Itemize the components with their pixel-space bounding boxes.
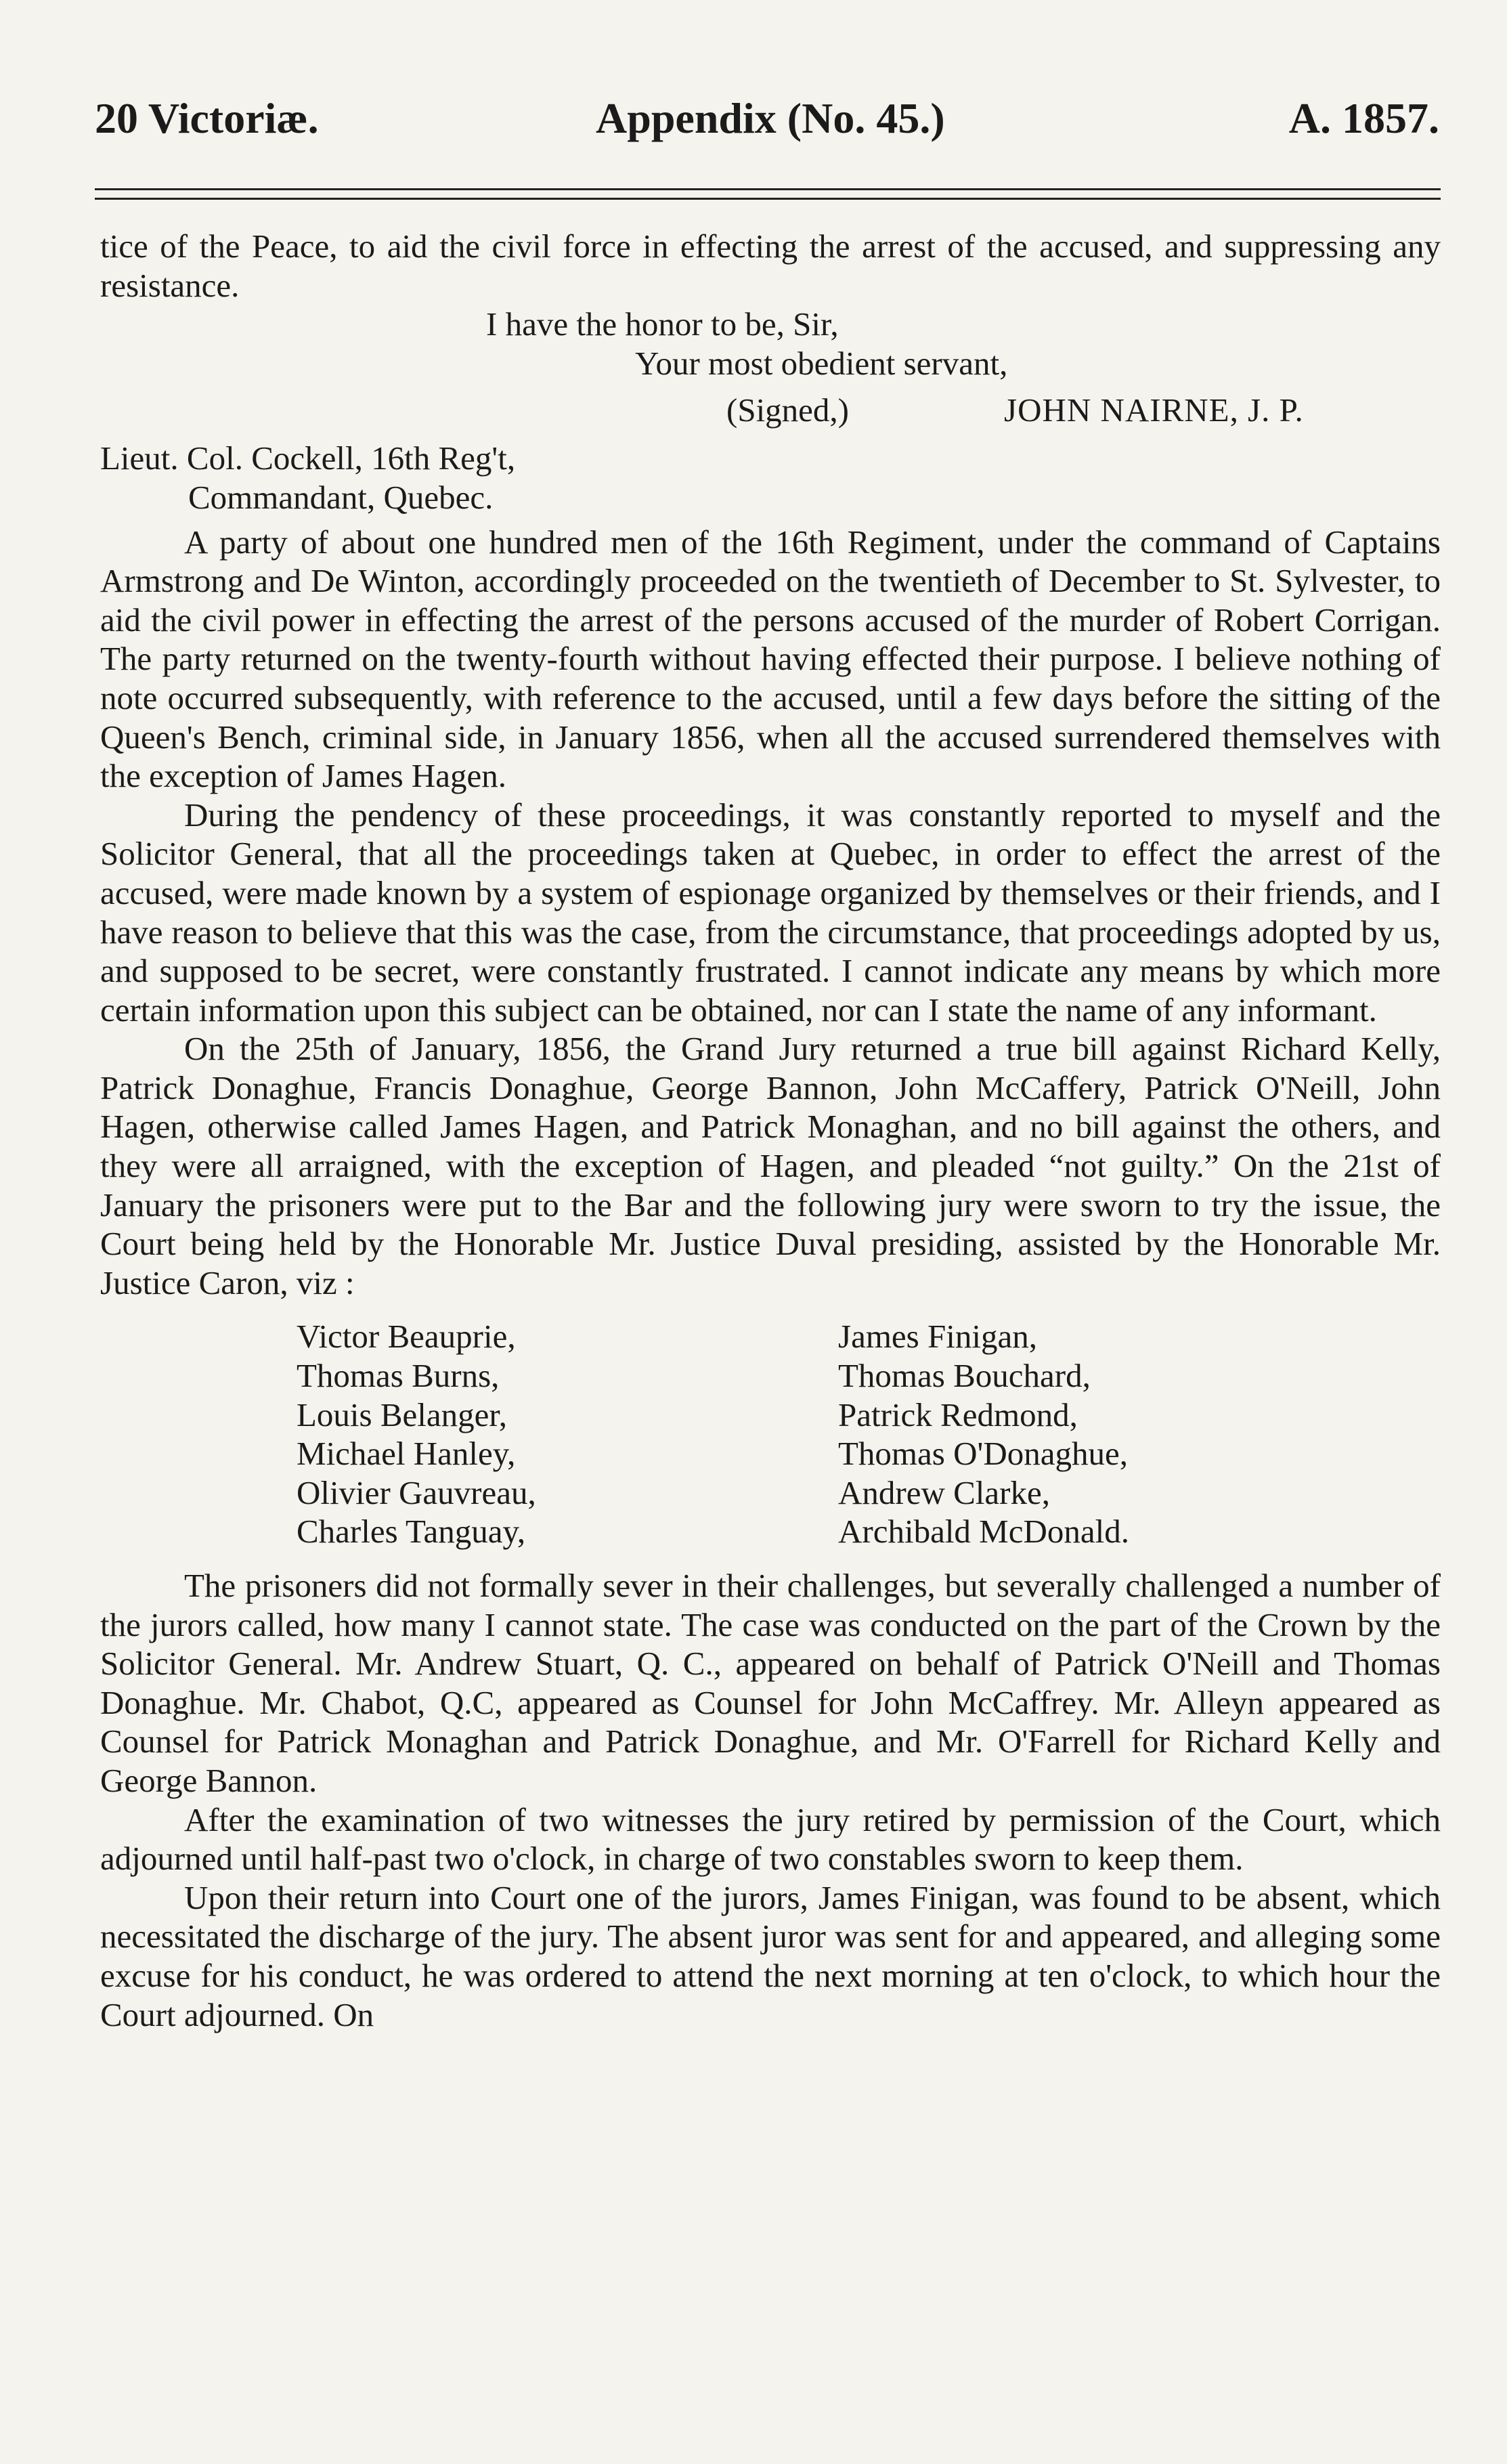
header-year: A. 1857.: [1288, 94, 1439, 142]
juror-column-left: [297, 1317, 838, 1551]
closing-servant: Your most obedient servant,: [635, 344, 1008, 382]
juror-name: Thomas Bouchard,: [838, 1357, 1091, 1395]
juror-name: Charles Tanguay,: [297, 1513, 526, 1551]
addressee-title: Commandant, Quebec.: [188, 478, 494, 516]
paragraph: On the 25th of January, 1856, the Grand Jury returned a true bill against Richard Kelly, Patrick Donaghue, Francis Donaghue, George Bannon, John McCaffery, Patrick O'Neill, John Hagen, otherwise called James Hagen, and Patrick Monaghan, and no bill against the others, and they were all arraigned, with the exception of Hagen, and pleaded “not guilty.” On the 21st of January the prisoners were put to the Bar and the following jury were sworn to try the issue, the Court being held by the Honorable Mr. Justice Duval presiding, assisted by the Honorable Mr. Justice Caron, viz :: [100, 1030, 1441, 1301]
paragraph: A party of about one hundred men of the 16th Regiment, under the command of Captains Armstrong and De Winton, accordingly proceeded on the twentieth of December to St. Sylvester, to aid the civil power in effecting the arrest of the persons accused of the murder of Robert Corrigan. The party returned on the twenty-fourth without having effected their purpose. I believe nothing of note occurred subsequently, with reference to the accused, until a few days before the sitting of the Queen's Bench, criminal side, in January 1856, when all the accused surrendered themselves with the exception of James Hagen.: [100, 523, 1441, 795]
juror-name: Louis Belanger,: [297, 1396, 508, 1433]
paragraph-continued: tice of the Peace, to aid the civil force in effecting the arrest of the accused, and suppressing any resistance.: [100, 228, 1441, 304]
page-header: [95, 93, 1439, 154]
letter-closing: [100, 305, 1441, 433]
juror-name: James Finigan,: [838, 1318, 1037, 1356]
paragraph: During the pendency of these proceedings, it was constantly reported to myself and the Solicitor General, that all the proceedings taken at Quebec, in order to effect the arrest of the accused, were made known by a system of espionage organized by themselves or their friends, and I have reason to believe that this was the case, from the circumstance, that proceedings adopted by us, and supposed to be secret, were constantly frustrated. I cannot indicate any means by which more certain information upon this subject can be obtained, nor can I state the name of any informant.: [100, 796, 1441, 1029]
juror-column-right: [838, 1317, 1129, 1551]
header-session: 20 Victoriæ.: [95, 94, 319, 142]
addressee-name: Lieut. Col. Cockell, 16th Reg't,: [100, 439, 516, 477]
juror-name: Victor Beauprie,: [297, 1318, 516, 1356]
closing-salutation: I have the honor to be, Sir,: [486, 305, 839, 343]
juror-list: [100, 1317, 1441, 1551]
juror-name: Thomas Burns,: [297, 1357, 500, 1395]
paragraph: Upon their return into Court one of the jurors, James Finigan, was found to be absent, which necessitated the discharge of the jury. The absent juror was sent for and appeared, and alleging some excuse for his conduct, he was ordered to attend the next morning at ten o'clock, to which hour the Court adjourned. On: [100, 1878, 1441, 2033]
juror-name: Archibald McDonald.: [838, 1513, 1129, 1551]
header-appendix: Appendix (No. 45.): [596, 94, 945, 142]
paragraph: The prisoners did not formally sever in their challenges, but severally challenged a number of the jurors called, how many I cannot state. The case was conducted on the part of the Crown by the Solicitor General. Mr. Andrew Stuart, Q. C., appeared on behalf of Patrick O'Neill and Thomas Donaghue. Mr. Chabot, Q.C, appeared as Counsel for John McCaffrey. Mr. Alleyn appeared as Counsel for Patrick Monaghan and Patrick Donaghue, and Mr. O'Farrell for Richard Kelly and George Bannon.: [100, 1567, 1441, 1799]
header-rule-top: [95, 188, 1441, 190]
juror-name: Michael Hanley,: [297, 1435, 516, 1473]
juror-name: Andrew Clarke,: [838, 1473, 1050, 1511]
juror-name: Olivier Gauvreau,: [297, 1473, 536, 1511]
juror-name: Patrick Redmond,: [838, 1396, 1078, 1433]
body-text: [100, 227, 1441, 2034]
signed-marker: (Signed,): [726, 391, 849, 429]
letter-addressee: [100, 439, 1441, 517]
juror-name: Thomas O'Donaghue,: [838, 1435, 1128, 1473]
signature-line: [100, 383, 1441, 433]
header-rule-bottom: [95, 198, 1441, 200]
signatory-name: JOHN NAIRNE, J. P.: [1004, 391, 1304, 429]
paragraph: After the examination of two witnesses the jury retired by permission of the Court, which adjourned until half-past two o'clock, in charge of two constables sworn to keep them.: [100, 1800, 1441, 1878]
